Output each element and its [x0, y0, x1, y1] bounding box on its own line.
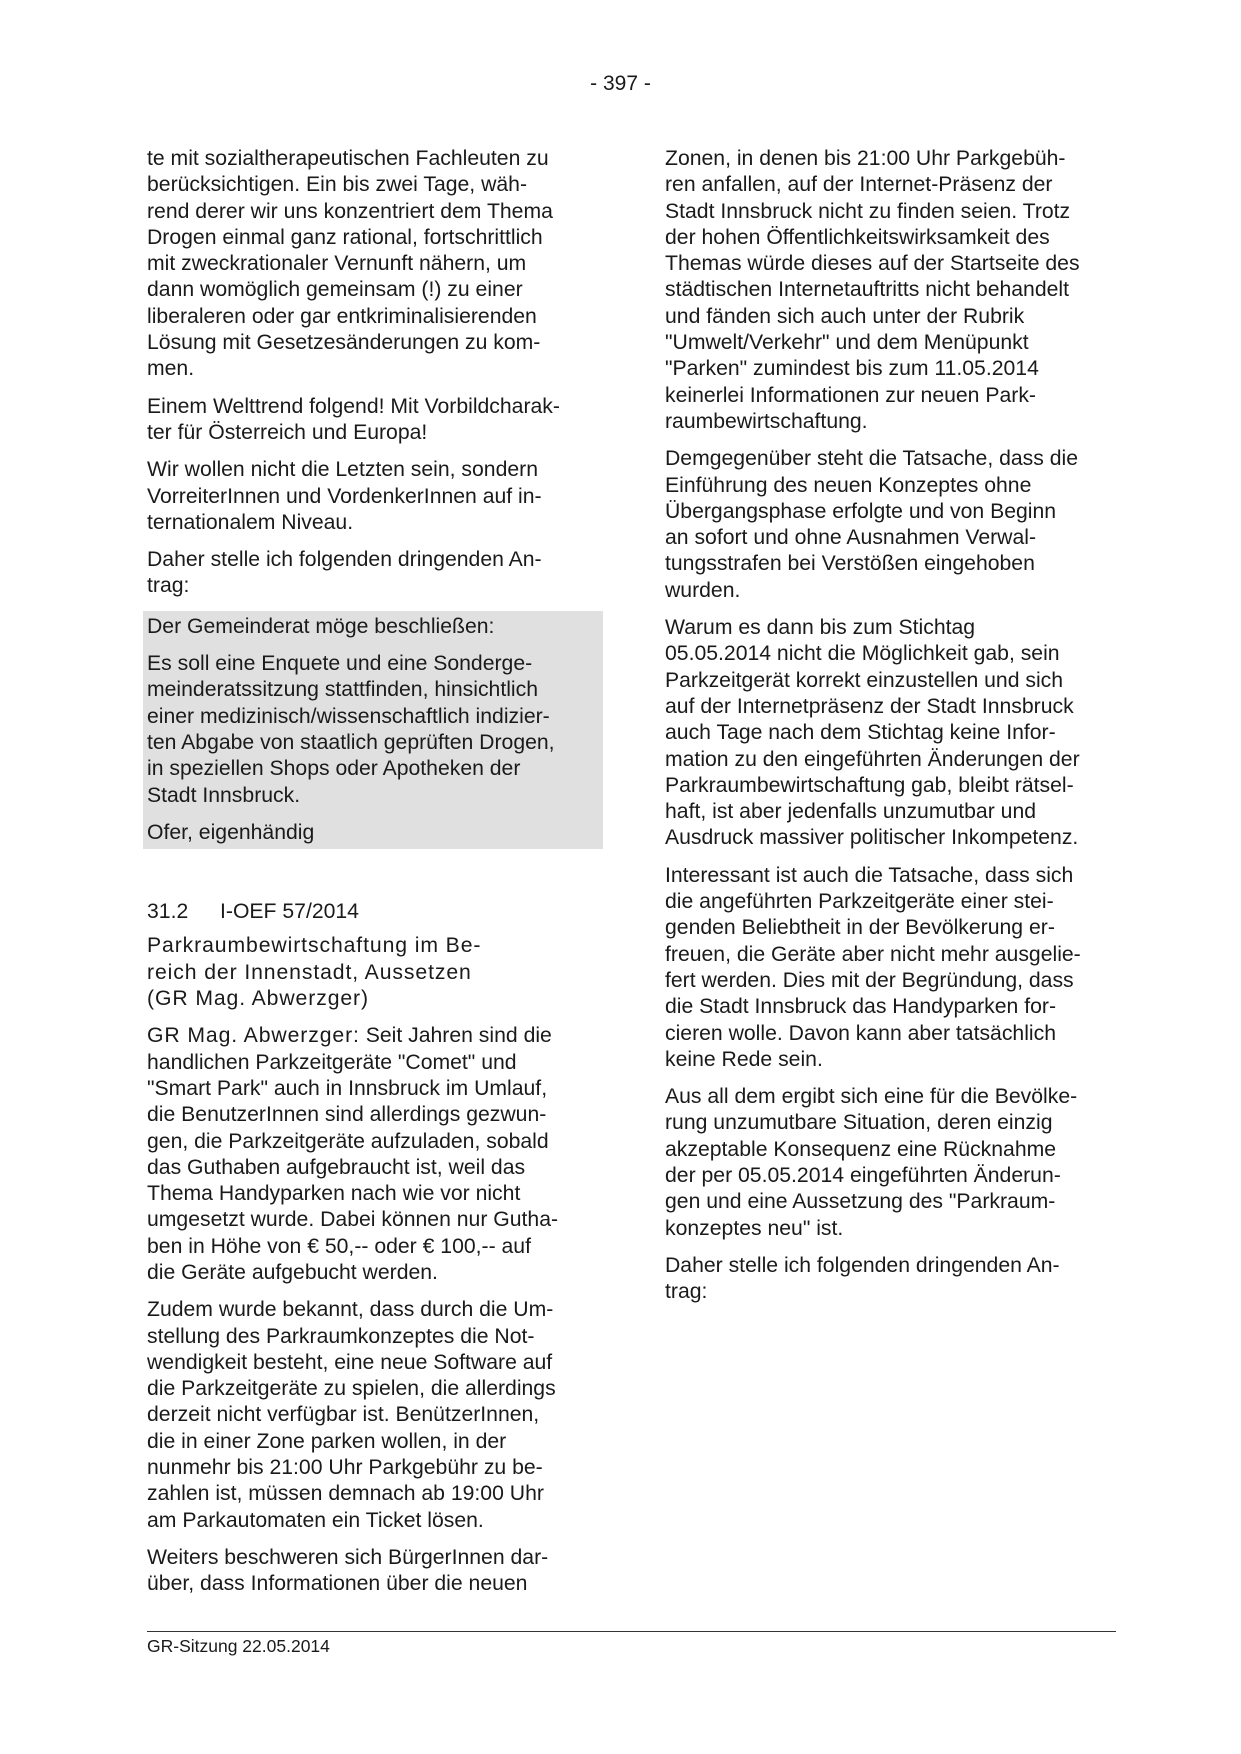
- paragraph: Interessant ist auch die Tatsache, dass sich die angeführten Parkzeitgeräte einer stei- genden Beliebtheit in der Bevölkerung er- freuen, die Geräte aber nicht mehr ausgelie- fert werden. Dies mit der Begründung, dass die Stadt Innsbruck das Handyparken for- cieren wolle. Davon kann aber tatsächlich keine Rede sein.: [665, 863, 1081, 1071]
- paragraph: Zonen, in denen bis 21:00 Uhr Parkgebüh- ren anfallen, auf der Internet-Präsenz der Stadt Innsbruck nicht zu finden seien. Trotz der hohen Öffentlichkeitswirksamkeit des Themas würde dieses auf der Startseite des städtischen Internetauftritts nicht behandelt und fänden sich auch unter der Rubrik "Umwelt/Verkehr" und dem Menüpunkt "Parken" zumindest bis zum 11.05.2014 keinerlei Informationen zur neuen Park- raumbewirtschaftung.: [665, 147, 1080, 433]
- footer-divider: [147, 1631, 1116, 1632]
- paragraph: Einem Welttrend folgend! Mit Vorbildcharak- ter für Österreich und Europa!: [147, 394, 560, 444]
- speaker-name: GR Mag. Abwerzger:: [147, 1024, 360, 1048]
- motion-signature: Ofer, eigenhändig: [147, 820, 315, 844]
- paragraph: Weiters beschweren sich BürgerInnen dar- über, dass Informationen über die neuen: [147, 1545, 549, 1596]
- paragraph: Daher stelle ich folgenden dringenden An- trag:: [665, 1253, 1060, 1304]
- motion-box: [143, 611, 603, 849]
- paragraph: Aus all dem ergibt sich eine für die Bevölke- rung unzumutbare Situation, deren einzig akzeptable Konsequenz eine Rücknahme der per 05.05.2014 eingeführten Änderun- gen und eine Aussetzung des "Parkraum- konzeptes neu" ist.: [665, 1085, 1078, 1240]
- paragraph: Daher stelle ich folgenden dringenden An- trag:: [147, 548, 542, 598]
- right-column: [665, 146, 1117, 1316]
- motion-text: Es soll eine Enquete und eine Sonderge- meinderatssitzung stattfinden, hinsichtlich einer medizinisch/wissenschaftlich indizier- ten Abgabe von staatlich geprüften Drogen, in speziellen Shops oder Apotheken der Stadt Innsbruck.: [147, 652, 555, 807]
- paragraph: [147, 1023, 599, 1286]
- agenda-item-number: 31.2: [147, 900, 189, 924]
- motion-intro: Der Gemeinderat möge beschließen:: [147, 614, 495, 638]
- speech-text: Seit Jahren sind die handlichen Parkzeitgeräte "Comet" und "Smart Park" auch in Innsbruck im Umlauf, die BenutzerInnen sind allerdings gezwun- gen, die Parkzeitgeräte aufzuladen, sobald das Guthaben aufgebraucht ist, weil das Thema Handyparken nach wie vor nicht umgesetzt wurde. Dabei können nur Gutha- ben in Höhe von € 50,-- oder € 100,-- auf die Geräte aufgebucht werden.: [147, 1024, 559, 1284]
- agenda-item-title: Parkraumbewirtschaftung im Be- reich der Innenstadt, Aussetzen (GR Mag. Abwerzger): [147, 934, 482, 1011]
- paragraph: Zudem wurde bekannt, dass durch die Um- stellung des Parkraumkonzeptes die Not- wendigkeit besteht, eine neue Software auf die Parkzeitgeräte zu spielen, die allerdings derzeit nicht verfügbar ist. BenützerInnen, die in einer Zone parken wollen, in der nunmehr bis 21:00 Uhr Parkgebühr zu be- zahlen ist, müssen demnach ab 19:00 Uhr am Parkautomaten ein Ticket lösen.: [147, 1298, 556, 1532]
- paragraph: Wir wollen nicht die Letzten sein, sondern VorreiterInnen und VordenkerInnen auf in- ternationalem Niveau.: [147, 458, 542, 534]
- paragraph: Demgegenüber steht die Tatsache, dass die Einführung des neuen Konzeptes ohne Übergangsphase erfolgte und von Beginn an sofort und ohne Ausnahmen Verwal- tungsstrafen bei Verstößen eingehoben wurden.: [665, 447, 1079, 602]
- paragraph: Warum es dann bis zum Stichtag 05.05.2014 nicht die Möglichkeit gab, sein Parkzeitgerät korrekt einzustellen und sich auf der Internetpräsenz der Stadt Innsbruck auch Tage nach dem Stichtag keine Infor- mation zu den eingeführten Änderungen der Parkraumbewirtschaftung gab, bleibt rätsel- haft, ist aber jedenfalls unzumutbar und Ausdruck massiver politischer Inkompetenz.: [665, 616, 1080, 850]
- agenda-item-header: [147, 899, 599, 925]
- left-column: [147, 146, 599, 1609]
- paragraph: te mit sozialtherapeutischen Fachleuten zu berücksichtigen. Ein bis zwei Tage, wäh- rend derer wir uns konzentriert dem Thema Drogen einmal ganz rational, fortschrittlich mit zweckrationaler Vernunft nähern, um dann womöglich gemeinsam (!) zu einer liberaleren oder gar entkriminalisierenden Lösung mit Gesetzesänderungen zu kom- men.: [147, 147, 553, 381]
- agenda-item-code: I-OEF 57/2014: [220, 900, 359, 924]
- page-number: - 397 -: [590, 72, 651, 95]
- footer-session-date: GR-Sitzung 22.05.2014: [147, 1636, 330, 1656]
